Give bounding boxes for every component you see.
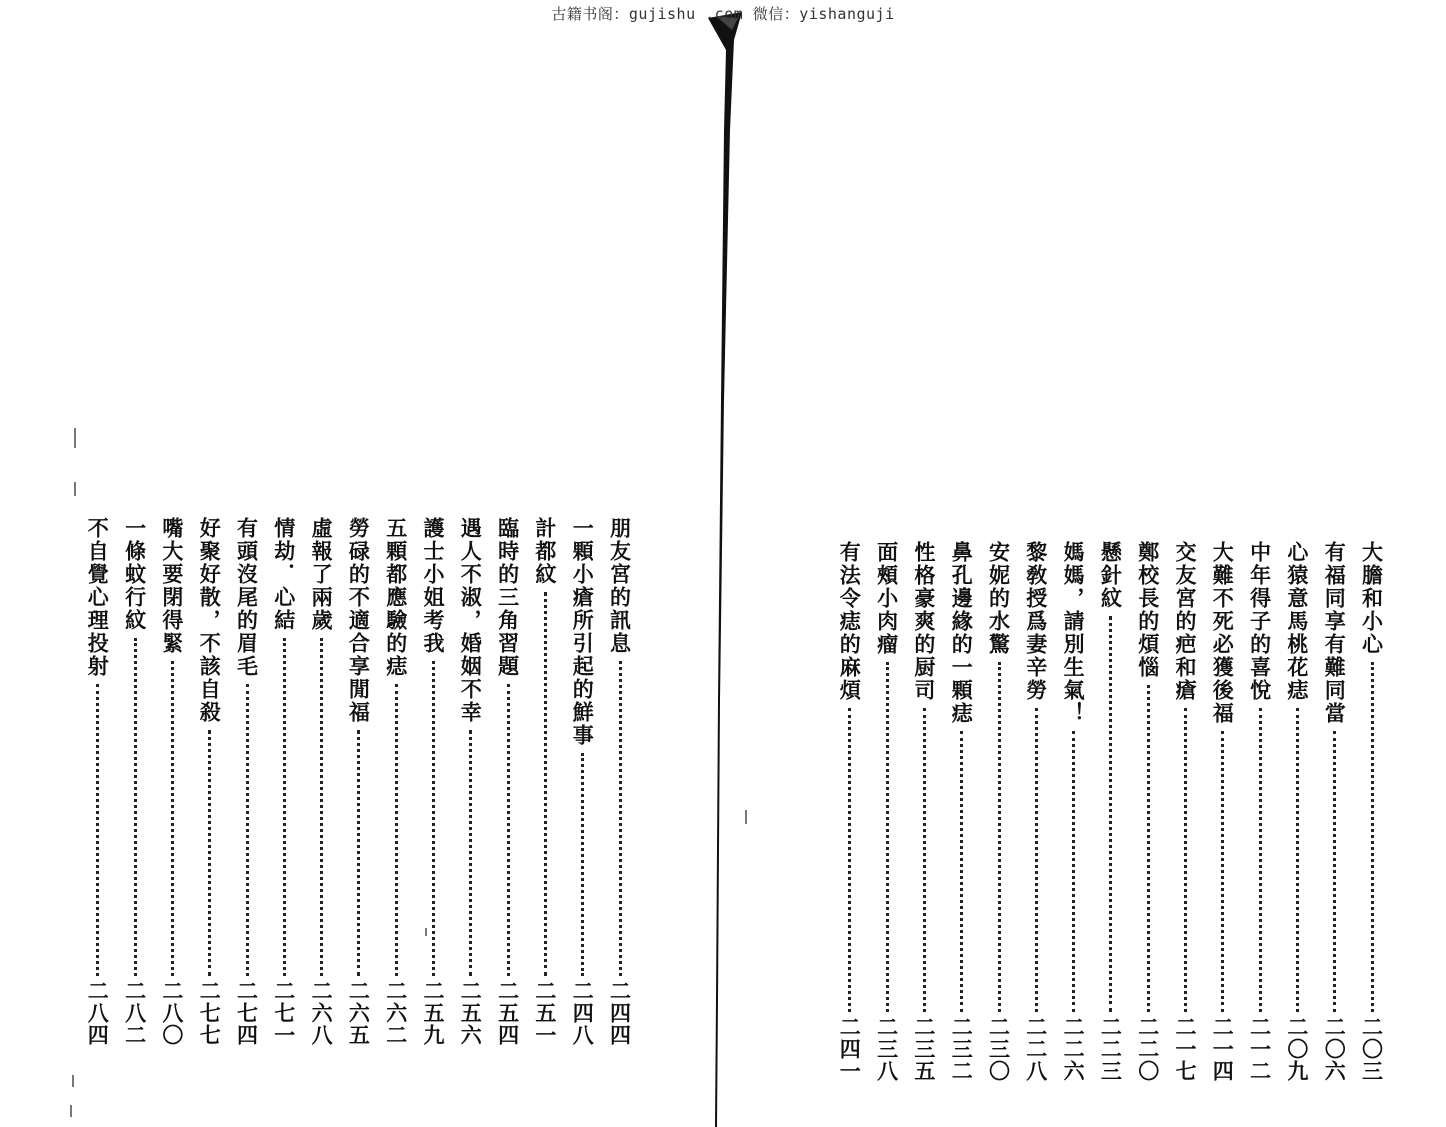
toc-entry-title: 護士小姐考我 xyxy=(421,517,446,655)
toc-entry[interactable] xyxy=(491,517,525,1046)
toc-entry-title: 中年得子的喜悅 xyxy=(1247,541,1273,702)
dot-leader xyxy=(1109,616,1112,1012)
toc-entry[interactable] xyxy=(907,541,941,1082)
dot-leader xyxy=(1371,662,1374,1012)
toc-entry[interactable] xyxy=(1169,541,1203,1082)
dot-leader xyxy=(581,753,584,976)
toc-entry[interactable] xyxy=(1019,541,1053,1082)
toc-entry-title: 臨時的三角習題 xyxy=(495,517,521,678)
toc-entry-page-number: 二六八 xyxy=(309,980,335,1046)
toc-entry-title: 好聚好散，不該自殺 xyxy=(197,517,223,724)
toc-entry[interactable] xyxy=(155,517,189,1046)
dot-leader xyxy=(1035,708,1038,1012)
dot-leader xyxy=(432,661,435,976)
toc-entry-title: 一條蚊行紋 xyxy=(122,517,148,632)
dot-leader xyxy=(1184,708,1187,1012)
toc-entry-page-number: 二三二 xyxy=(949,1016,975,1082)
toc-entry-title: 不自覺心理投射 xyxy=(85,517,111,678)
toc-entry[interactable] xyxy=(566,517,600,1046)
toc-entry[interactable] xyxy=(379,517,413,1046)
toc-entry-page-number: 二〇三 xyxy=(1359,1016,1385,1082)
dot-leader xyxy=(320,638,323,976)
left-page xyxy=(0,0,690,1127)
toc-entry[interactable] xyxy=(1243,541,1277,1082)
toc-entry-page-number: 二五六 xyxy=(458,980,484,1046)
toc-entry-page-number: 二二八 xyxy=(1023,1016,1049,1082)
scan-speck xyxy=(70,1105,72,1117)
toc-entry-title: 情劫．心結 xyxy=(271,517,297,632)
toc-entry-title: 五顆都應驗的痣 xyxy=(383,517,409,678)
toc-entry-title: 虛報了兩歲 xyxy=(309,517,335,632)
toc-entry-page-number: 二七四 xyxy=(234,980,260,1046)
toc-entry[interactable] xyxy=(267,517,301,1046)
dot-leader xyxy=(1296,708,1299,1012)
scan-speck xyxy=(72,1075,74,1087)
toc-entry[interactable] xyxy=(982,541,1016,1082)
dot-leader xyxy=(96,684,99,976)
toc-entry-page-number: 二四四 xyxy=(607,980,633,1046)
toc-entry-page-number: 二二〇 xyxy=(1135,1016,1161,1082)
scan-speck xyxy=(74,482,76,496)
dot-leader xyxy=(1259,708,1262,1012)
toc-entry-page-number: 二二六 xyxy=(1061,1016,1087,1082)
toc-entry-title: 媽媽，請別生氣！ xyxy=(1061,541,1087,725)
toc-entry-page-number: 二四八 xyxy=(570,980,596,1046)
dot-leader xyxy=(886,662,889,1012)
watermark-text: 古籍书阁：gujishu .com 微信：yishanguji xyxy=(551,5,895,23)
toc-entry-title: 朋友宮的訊息 xyxy=(607,517,633,655)
toc-entry-page-number: 二八〇 xyxy=(159,980,185,1046)
toc-entry-title: 遇人不淑，婚姻不幸 xyxy=(458,517,484,724)
dot-leader xyxy=(1333,731,1336,1012)
toc-entry-title: 大膽和小心 xyxy=(1359,541,1385,656)
toc-entry-page-number: 二五九 xyxy=(421,980,446,1046)
dot-leader xyxy=(544,592,547,976)
toc-entry-title: 懸針紋 xyxy=(1098,541,1124,610)
dot-leader xyxy=(208,730,211,976)
toc-entry[interactable] xyxy=(193,517,227,1046)
dot-leader xyxy=(619,661,622,976)
toc-entry-page-number: 二八四 xyxy=(85,980,111,1046)
toc-entry-title: 大難不死必獲後福 xyxy=(1210,541,1236,725)
dot-leader xyxy=(923,708,926,1012)
toc-entry[interactable] xyxy=(1057,541,1091,1082)
toc-entry[interactable] xyxy=(1318,541,1352,1082)
toc-entry[interactable] xyxy=(528,517,562,1046)
toc-entry-page-number: 二三八 xyxy=(874,1016,900,1082)
toc-entry-title: 有法令痣的麻煩 xyxy=(837,541,863,702)
toc-entry[interactable] xyxy=(603,517,637,1046)
toc-entry-page-number: 二六五 xyxy=(346,980,372,1046)
toc-entry-page-number: 二〇六 xyxy=(1322,1016,1348,1082)
toc-entry-page-number: 二八二 xyxy=(122,980,148,1046)
toc-entry-page-number: 二一七 xyxy=(1173,1016,1198,1082)
toc-entry[interactable] xyxy=(1355,541,1389,1082)
toc-entry[interactable] xyxy=(1131,541,1165,1082)
toc-entry[interactable] xyxy=(417,517,451,1046)
toc-entry-title: 性格豪爽的厨司 xyxy=(911,541,937,702)
dot-leader xyxy=(507,684,510,976)
dot-leader xyxy=(998,662,1001,1012)
toc-entry[interactable] xyxy=(454,517,488,1046)
toc-entry-title: 心猿意馬桃花痣 xyxy=(1284,541,1310,702)
toc-entry-title: 面頰小肉瘤 xyxy=(874,541,900,656)
dot-leader xyxy=(1147,685,1150,1012)
toc-entry[interactable] xyxy=(945,541,979,1082)
toc-entry-title: 有頭沒尾的眉毛 xyxy=(234,517,260,678)
toc-entry-title: 交友宮的疤和瘡 xyxy=(1173,541,1198,702)
toc-entry-title: 鼻孔邊緣的一顆痣 xyxy=(949,541,975,725)
toc-entry[interactable] xyxy=(1094,541,1128,1082)
toc-entry-title: 一顆小瘡所引起的鮮事 xyxy=(570,517,596,747)
scan-speck xyxy=(425,928,427,936)
book-spine-gutter xyxy=(690,0,780,1127)
toc-entry-page-number: 二三〇 xyxy=(986,1016,1012,1082)
toc-entry[interactable] xyxy=(118,517,152,1046)
toc-entry-page-number: 二三五 xyxy=(911,1016,937,1082)
dot-leader xyxy=(469,730,472,976)
dot-leader xyxy=(1072,731,1075,1012)
toc-entry[interactable] xyxy=(230,517,264,1046)
toc-entry[interactable] xyxy=(1206,541,1240,1082)
toc-entry-page-number: 二四一 xyxy=(837,1016,863,1082)
toc-entry[interactable] xyxy=(342,517,376,1046)
toc-entry-page-number: 二二三 xyxy=(1098,1016,1124,1082)
toc-entry-title: 鄭校長的煩惱 xyxy=(1135,541,1161,679)
dot-leader xyxy=(1221,731,1224,1012)
toc-entry-page-number: 二七七 xyxy=(197,980,223,1046)
toc-entry-page-number: 二一四 xyxy=(1210,1016,1236,1082)
toc-entry-title: 勞碌的不適合享閒福 xyxy=(346,517,372,724)
dot-leader xyxy=(357,730,360,976)
dot-leader xyxy=(283,638,286,976)
toc-entry-title: 計都紋 xyxy=(532,517,558,586)
dot-leader xyxy=(246,684,249,976)
dot-leader xyxy=(960,731,963,1012)
toc-entry-title: 黎敎授爲妻辛勞 xyxy=(1023,541,1049,702)
dot-leader xyxy=(134,638,137,976)
dot-leader xyxy=(848,708,851,1012)
toc-entry-page-number: 二五一 xyxy=(532,980,558,1046)
toc-entry-page-number: 二七一 xyxy=(271,980,297,1046)
toc-entry[interactable] xyxy=(305,517,339,1046)
toc-entry-page-number: 二〇九 xyxy=(1284,1016,1310,1082)
toc-entry[interactable] xyxy=(81,517,115,1046)
scan-speck xyxy=(74,428,76,448)
toc-entry[interactable] xyxy=(870,541,904,1082)
toc-entry-title: 嘴大要閉得緊 xyxy=(159,517,185,655)
toc-entry[interactable] xyxy=(1280,541,1314,1082)
right-page xyxy=(780,0,1446,1127)
toc-entry-title: 安妮的水驚 xyxy=(986,541,1012,656)
dot-leader xyxy=(171,661,174,976)
dot-leader xyxy=(395,684,398,976)
toc-entry[interactable] xyxy=(833,541,867,1082)
toc-entry-page-number: 二五四 xyxy=(495,980,521,1046)
toc-entry-page-number: 二六二 xyxy=(383,980,409,1046)
toc-entry-page-number: 二一二 xyxy=(1247,1016,1273,1082)
toc-entry-title: 有福同享有難同當 xyxy=(1322,541,1348,725)
